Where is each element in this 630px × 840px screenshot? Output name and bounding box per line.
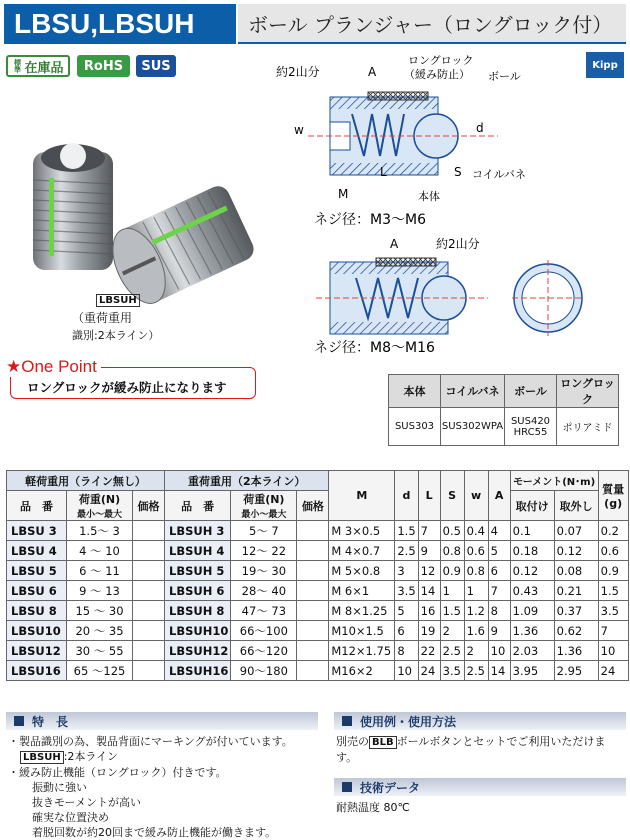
cell-r: 0.08: [554, 561, 598, 581]
cell-S: 0.5: [440, 521, 464, 541]
features-title: 特 長: [32, 714, 69, 729]
h-L: L: [418, 471, 440, 521]
lbl-L: L: [380, 165, 387, 179]
cell-S: 3.5: [440, 661, 464, 681]
table-row: [7, 641, 629, 661]
cell-t: 1.36: [510, 621, 554, 641]
cell-p2: LBSUH 3: [165, 521, 231, 541]
cell-price: [133, 581, 165, 601]
h-load-2-label: 荷重(N): [243, 493, 285, 506]
cell-S: 2.5: [440, 641, 464, 661]
cell-A: 6: [488, 561, 510, 581]
cell-g: 24: [598, 661, 628, 681]
h-d: d: [395, 471, 418, 521]
cell-p2: LBSUH16: [165, 661, 231, 681]
mat-lock: ポリアミド: [557, 408, 619, 446]
cell-p1: LBSU12: [7, 641, 67, 661]
cell-g: 3.5: [598, 601, 628, 621]
cell-price: [133, 541, 165, 561]
mat-spring: SUS302WPA: [441, 408, 505, 446]
cell-t: 0.18: [510, 541, 554, 561]
cell-A: 9: [488, 621, 510, 641]
cell-M: M 3×0.5: [329, 521, 395, 541]
photo-desc: （重荷重用: [72, 311, 133, 325]
cell-S: 1: [440, 581, 464, 601]
cell-M: M16×2: [329, 661, 395, 681]
cell-M: M 4×0.7: [329, 541, 395, 561]
cell-t: 0.12: [510, 561, 554, 581]
mat-h-lock: ロングロック: [557, 375, 619, 408]
product-code-banner: [4, 4, 236, 44]
cell-price: [133, 661, 165, 681]
cell-L: 9: [418, 541, 440, 561]
feature-line-6: 確実な位置決め: [32, 811, 109, 824]
cell-price: [297, 601, 329, 621]
h-load-1: [67, 491, 133, 521]
cell-t: 0.1: [510, 521, 554, 541]
cell-price: [297, 661, 329, 681]
sus-label: SUS: [141, 58, 171, 74]
sus-badge: [136, 55, 176, 77]
cell-S: 1.5: [440, 601, 464, 621]
lbl-ball: ボール: [488, 70, 521, 83]
h-loosen: 取外し: [554, 491, 598, 521]
cell-p2: LBSUH 5: [165, 561, 231, 581]
h-M: M: [329, 471, 395, 521]
cell-p1: LBSU 8: [7, 601, 67, 621]
cell-d: 3.5: [395, 581, 418, 601]
table-row: [7, 561, 629, 581]
feature-line-7: 着脱回数が約20回まで緩み防止機能が働きます。: [32, 826, 277, 839]
h-load-1-sub: 最小〜最大: [76, 510, 122, 520]
cell-price: [133, 561, 165, 581]
cell-l2: 90〜180: [231, 661, 297, 681]
lbl-spring: コイルバネ: [472, 168, 526, 181]
mat-ball: SUS420 HRC55: [505, 408, 557, 446]
h-load-2-sub: 最小〜最大: [241, 510, 287, 520]
feature-line-2: [8, 749, 324, 765]
cell-w: 1: [464, 581, 488, 601]
one-point-title: ★One Point: [6, 357, 101, 377]
mat-h-spring: コイルバネ: [441, 375, 505, 408]
cell-l1: 20 〜 35: [67, 621, 133, 641]
cell-price: [133, 601, 165, 621]
material-table: [388, 374, 619, 446]
h-tighten: 取付け: [510, 491, 554, 521]
cell-A: 5: [488, 541, 510, 561]
product-code: LBSU,LBSUH: [14, 8, 195, 39]
h-part-2: 品 番: [165, 491, 231, 521]
cell-M: M 6×1: [329, 581, 395, 601]
lbl-2zan-2: 約2山分: [436, 237, 480, 251]
stock-badge: [6, 55, 70, 77]
cell-g: 0.9: [598, 561, 628, 581]
cell-L: 7: [418, 521, 440, 541]
cell-l2: 47〜 73: [231, 601, 297, 621]
h-load-1-label: 荷重(N): [78, 493, 121, 506]
cell-L: 12: [418, 561, 440, 581]
cell-r: 0.07: [554, 521, 598, 541]
cell-price: [133, 621, 165, 641]
table-row: [7, 621, 629, 641]
cell-w: 2: [464, 641, 488, 661]
h-mass-label: 質量: [602, 483, 625, 496]
caption-large: ネジ径：M8〜M16: [314, 340, 435, 356]
cell-l2: 66〜100: [231, 621, 297, 641]
h-w: w: [464, 471, 488, 521]
cell-L: 24: [418, 661, 440, 681]
cell-p1: LBSU10: [7, 621, 67, 641]
mat-h-body: 本体: [389, 375, 441, 408]
cell-d: 3: [395, 561, 418, 581]
cell-g: 10: [598, 641, 628, 661]
tech-body: 耐熱温度 80℃: [336, 801, 410, 814]
cell-L: 22: [418, 641, 440, 661]
cell-M: M12×1.75: [329, 641, 395, 661]
cell-t: 2.03: [510, 641, 554, 661]
table-row: [7, 661, 629, 681]
photo-model-tag: LBSUH: [96, 292, 140, 306]
tech-header: [334, 778, 626, 796]
usage-title: 使用例・使用方法: [360, 714, 457, 729]
cell-p1: LBSU 4: [7, 541, 67, 561]
cell-price: [297, 641, 329, 661]
usage-header: [334, 712, 626, 730]
table-row: [7, 581, 629, 601]
features-body: [8, 734, 324, 840]
cell-d: 1.5: [395, 521, 418, 541]
cell-l2: 19〜 30: [231, 561, 297, 581]
caption-small: ネジ径：M3〜M6: [314, 212, 426, 228]
cell-r: 0.21: [554, 581, 598, 601]
cell-A: 14: [488, 661, 510, 681]
cell-L: 19: [418, 621, 440, 641]
cell-p2: LBSUH 4: [165, 541, 231, 561]
cell-g: 0.2: [598, 521, 628, 541]
h-moment: モーメント(N･m): [510, 471, 598, 491]
feature-line-5: 抜きモーメントが高い: [32, 796, 142, 809]
cell-g: 0.6: [598, 541, 628, 561]
square-icon: [342, 782, 352, 792]
cell-w: 0.8: [464, 561, 488, 581]
cell-r: 1.36: [554, 641, 598, 661]
cell-M: M 8×1.25: [329, 601, 395, 621]
cell-S: 0.9: [440, 561, 464, 581]
cell-w: 1.2: [464, 601, 488, 621]
lbl-body: 本体: [418, 190, 440, 203]
lbl-w: w: [294, 123, 304, 137]
cell-r: 0.62: [554, 621, 598, 641]
cell-w: 1.6: [464, 621, 488, 641]
lbl-d: d: [476, 121, 484, 135]
cell-S: 2: [440, 621, 464, 641]
lbl-A: A: [368, 65, 377, 79]
rohs-badge: [77, 55, 130, 77]
lbl-longlock: ロングロック: [408, 54, 474, 67]
cell-l2: 66〜120: [231, 641, 297, 661]
usage-body: [336, 734, 626, 765]
table-row: [7, 521, 629, 541]
one-point-text: ロングロックが緩み防止になります: [27, 380, 227, 395]
stock-label: 在庫品: [24, 60, 64, 76]
cell-w: 2.5: [464, 661, 488, 681]
lbl-S: S: [454, 165, 462, 179]
cell-l1: 1.5〜 3: [67, 521, 133, 541]
plunger-left-image: [33, 143, 113, 270]
lbl-2zan: 約2山分: [276, 65, 320, 79]
group-heavy: 重荷重用（2本ライン）: [165, 471, 329, 491]
cell-l1: 65 〜125: [67, 661, 133, 681]
cell-d: 5: [395, 601, 418, 621]
plunger-right-image: [102, 182, 257, 310]
cell-d: 6: [395, 621, 418, 641]
table-row: [7, 541, 629, 561]
tech-title: 技術データ: [360, 780, 421, 795]
h-S: S: [440, 471, 464, 521]
cell-r: 2.95: [554, 661, 598, 681]
cell-t: 3.95: [510, 661, 554, 681]
h-price-1: 価格: [133, 491, 165, 521]
cell-l2: 28〜 40: [231, 581, 297, 601]
cell-g: 1.5: [598, 581, 628, 601]
cell-t: 1.09: [510, 601, 554, 621]
cell-l1: 6 〜 11: [67, 561, 133, 581]
cell-price: [297, 621, 329, 641]
cell-p2: LBSUH 6: [165, 581, 231, 601]
mat-h-ball: ボール: [505, 375, 557, 408]
cell-price: [297, 541, 329, 561]
lbl-A-2: A: [390, 237, 399, 251]
technical-drawing: [268, 52, 626, 372]
cell-A: 7: [488, 581, 510, 601]
product-photo: [8, 130, 258, 310]
cell-price: [297, 581, 329, 601]
cell-A: 4: [488, 521, 510, 541]
features-header: [6, 712, 318, 730]
stock-prefix: 標準: [13, 59, 22, 73]
h-load-2: [231, 491, 297, 521]
lbl-longlock2: （緩み防止）: [404, 68, 470, 81]
cell-r: 0.12: [554, 541, 598, 561]
cell-M: M 5×0.8: [329, 561, 395, 581]
lbl-M: M: [338, 187, 349, 201]
table-row: [7, 601, 629, 621]
cell-l1: 30 〜 55: [67, 641, 133, 661]
product-title-banner: [238, 4, 626, 44]
mat-body: SUS303: [389, 408, 441, 446]
cell-p1: LBSU16: [7, 661, 67, 681]
cell-l1: 4 〜 10: [67, 541, 133, 561]
cell-l1: 15 〜 30: [67, 601, 133, 621]
cell-d: 2.5: [395, 541, 418, 561]
h-part-1: 品 番: [7, 491, 67, 521]
cell-price: [133, 641, 165, 661]
rohs-label: RoHS: [83, 58, 124, 74]
cell-d: 8: [395, 641, 418, 661]
cell-l2: 12〜 22: [231, 541, 297, 561]
photo-desc-2: 識別:2本ライン）: [72, 329, 160, 342]
usage-tag: BLB: [369, 736, 397, 749]
h-price-2: 価格: [297, 491, 329, 521]
square-icon: [342, 716, 352, 726]
cell-g: 7: [598, 621, 628, 641]
cell-S: 0.8: [440, 541, 464, 561]
cell-w: 0.6: [464, 541, 488, 561]
cell-M: M10×1.5: [329, 621, 395, 641]
cell-price: [297, 561, 329, 581]
cell-p2: LBSUH10: [165, 621, 231, 641]
cell-L: 16: [418, 601, 440, 621]
cell-p1: LBSU 5: [7, 561, 67, 581]
group-light: 軽荷重用（ライン無し）: [7, 471, 165, 491]
feature-line-2-text: :2本ライン: [63, 750, 119, 763]
cell-r: 0.37: [554, 601, 598, 621]
drawing-small: [308, 92, 498, 175]
feature-line-3: ・緩み防止機能（ロングロック）付きです。: [8, 766, 227, 779]
usage-post: ボールボタンとセットでご利用いただけます。: [336, 735, 606, 764]
cell-d: 10: [395, 661, 418, 681]
end-view: [512, 260, 584, 336]
cell-p2: LBSUH12: [165, 641, 231, 661]
cell-w: 0.4: [464, 521, 488, 541]
cell-l1: 9 〜 13: [67, 581, 133, 601]
cell-L: 14: [418, 581, 440, 601]
square-icon: [14, 716, 24, 726]
cell-p2: LBSUH 8: [165, 601, 231, 621]
spec-table: [6, 470, 629, 681]
cell-p1: LBSU 6: [7, 581, 67, 601]
cell-A: 8: [488, 601, 510, 621]
logo-text: Kipp: [592, 59, 618, 71]
cell-A: 10: [488, 641, 510, 661]
h-mass-unit: (g): [604, 497, 623, 510]
cell-p1: LBSU 3: [7, 521, 67, 541]
feature-line-1: ・製品識別の為、製品背面にマーキングが付いています。: [8, 735, 293, 748]
h-mass: [598, 471, 628, 521]
cell-t: 0.43: [510, 581, 554, 601]
spec-table-body: [7, 521, 629, 681]
h-A: A: [488, 471, 510, 521]
cell-price: [297, 521, 329, 541]
product-title: ボール プランジャー（ロングロック付）: [248, 12, 613, 37]
feature-tag: LBSUH: [20, 751, 64, 764]
cell-l2: 5〜 7: [231, 521, 297, 541]
cell-price: [133, 521, 165, 541]
drawing-large: [316, 258, 488, 334]
usage-pre: 別売の: [336, 735, 369, 748]
feature-line-4: 振動に強い: [32, 781, 87, 794]
